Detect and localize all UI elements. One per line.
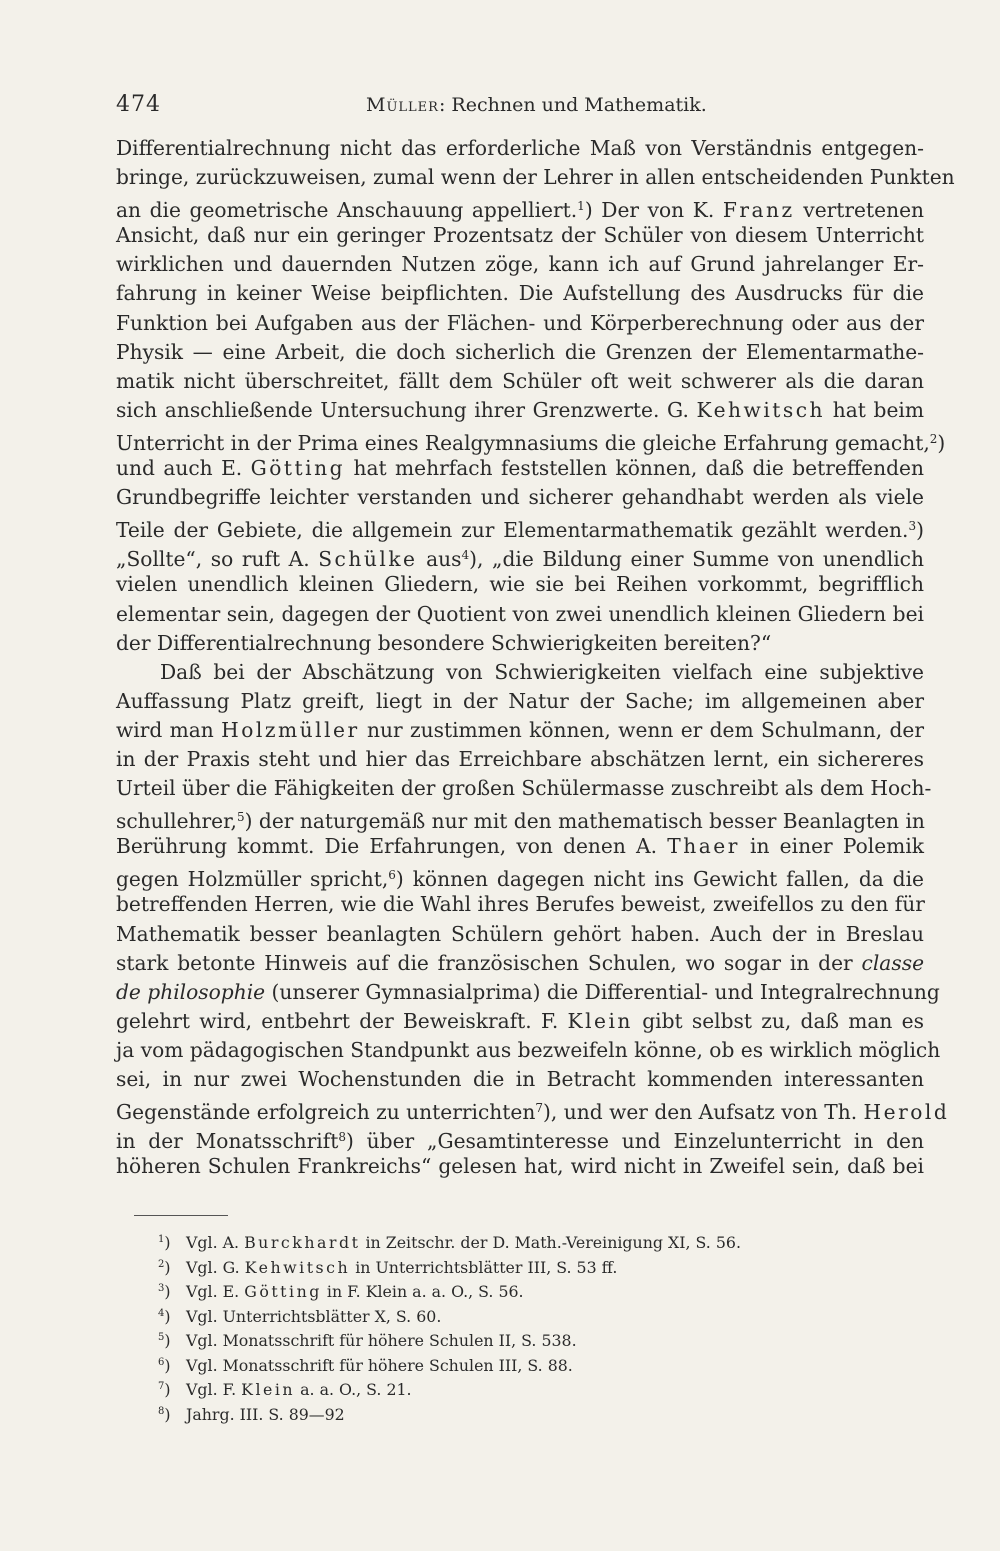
footnote-ref: 7: [535, 1101, 544, 1116]
text-line: und auch E. Götting hat mehrfach feststellen können, daß die betreffenden: [116, 456, 924, 481]
author-name: Müller: [366, 94, 439, 116]
footnote-ref: 4: [461, 548, 470, 563]
footnote-ref: 6: [388, 868, 396, 883]
text-line: Differentialrechnung nicht das erforderliche Maß von Verständnis entgegen-: [116, 136, 924, 160]
footnote-ref: 5: [236, 810, 245, 825]
text-line: wird man Holzmüller nur zustimmen können, wenn er dem Schulmann, der: [116, 717, 924, 742]
footnote-ref: 8: [338, 1130, 346, 1145]
text-line: an die geometrische Anschauung appelliert.$^1$) Der von K. Franz vertretenen: [116, 198, 925, 223]
text-line: Grundbegriffe leichter verstanden und sicherer gehandhabt werden als viele: [116, 485, 924, 510]
text-line: Teile der Gebiete, die allgemein zur Elementarmathematik gezählt werden.$^3$): [116, 518, 924, 543]
body-text: [116, 134, 955, 1181]
running-title: [366, 94, 707, 116]
text-line: Ansicht, daß nur ein geringer Prozentsatz der Schüler von diesem Unterricht: [116, 223, 924, 248]
text-line: betreffenden Herren, wie die Wahl ihres Berufes beweist, zweifellos zu den für: [116, 892, 925, 917]
text-line: Unterricht in der Prima eines Realgymnasiums die gleiche Erfahrung gemacht,$^2$): [116, 430, 946, 455]
text-line: Gegenstände erfolgreich zu unterrichten$^7$), und wer den Aufsatz von Th. Herold: [116, 1100, 950, 1125]
text-line: elementar sein, dagegen der Quotient von zwei unendlich kleinen Gliedern bei: [116, 601, 924, 626]
text-line: „Sollte“, so ruft A. Schülke aus$^4$), „die Bildung einer Summe von unendlich: [116, 547, 924, 572]
text-line: höheren Schulen Frankreichs“ gelesen hat, wird nicht in Zweifel sein, daß bei: [116, 1154, 924, 1179]
text-line: stark betonte Hinweis auf die französischen Schulen, wo sogar in der classe: [116, 950, 925, 975]
text-line: sich anschließende Untersuchung ihrer Grenzwerte. G. Kehwitsch hat beim: [116, 397, 925, 422]
running-header: [116, 92, 924, 126]
footnote: $^7$) Vgl. F. Klein a. a. O., S. 21.: [158, 1380, 412, 1399]
text-line: gelehrt wird, entbehrt der Beweiskraft. F. Klein gibt selbst zu, daß man es: [116, 1008, 924, 1033]
text-line: wirklichen und dauernden Nutzen zöge, kann ich auf Grund jahrelanger Er-: [116, 252, 924, 277]
footnote: $^8$) Jahrg. III. S. 89—92: [158, 1404, 345, 1424]
text-line: matik nicht überschreitet, fällt dem Schüler oft weit schwerer als die daran: [116, 368, 924, 393]
footnotes: [158, 1228, 858, 1424]
footnote-ref: 1: [577, 199, 585, 214]
title-separator: :: [438, 94, 446, 116]
footnote: $^6$) Vgl. Monatsschrift für höhere Schulen III, S. 88.: [158, 1355, 573, 1375]
footnote-ref: 2: [929, 431, 938, 446]
footnote-divider: [134, 1215, 228, 1216]
text-line: Auffassung Platz greift, liegt in der Natur der Sache; im allgemeinen aber: [116, 688, 924, 713]
footnote: $^2$) Vgl. G. Kehwitsch in Unterrichtsblätter III, S. 53 ff.: [158, 1257, 618, 1277]
text-line: Urteil über die Fähigkeiten der großen Schülermasse zuschreibt als dem Hoch-: [116, 776, 932, 801]
footnote: $^3$) Vgl. E. Götting in F. Klein a. a. O., S. 56.: [158, 1282, 524, 1301]
text-line: vielen unendlich kleinen Gliedern, wie sie bei Reihen vorkommt, begrifflich: [116, 572, 924, 597]
footnote: $^4$) Vgl. Unterrichtsblätter X, S. 60.: [158, 1306, 442, 1326]
footnote: $^5$) Vgl. Monatsschrift für höhere Schulen II, S. 538.: [158, 1331, 577, 1350]
text-line: de philosophie (unserer Gymnasialprima) die Differential- und Integralrechnung: [116, 979, 940, 1004]
text-line: Berührung kommt. Die Erfahrungen, von denen A. Thaer in einer Polemik: [116, 834, 925, 859]
text-line: ja vom pädagogischen Standpunkt aus bezweifeln könne, ob es wirklich möglich: [116, 1037, 941, 1062]
text-line: der Differentialrechnung besondere Schwierigkeiten bereiten?“: [116, 630, 772, 655]
text-line: fahrung in keiner Weise beipflichten. Die Aufstellung des Ausdrucks für die: [116, 281, 924, 306]
text-line: sei, in nur zwei Wochenstunden die in Betracht kommenden interessanten: [116, 1067, 924, 1091]
text-line: in der Monatsschrift$^8$) über „Gesamtinteresse und Einzelunterricht in den: [116, 1129, 924, 1154]
text-line: gegen Holzmüller spricht,$^6$) können dagegen nicht ins Gewicht fallen, da die: [116, 867, 925, 892]
text-line: schullehrer,$^5$) der naturgemäß nur mit den mathematisch besser Beanlagten in: [116, 809, 925, 834]
page-number: 474: [116, 92, 161, 117]
text-line: Daß bei der Abschätzung von Schwierigkeiten vielfach eine subjektive: [160, 659, 924, 684]
text-line: Funktion bei Aufgaben aus der Flächen- und Körperberechnung oder aus der: [116, 310, 924, 335]
text-line: Mathematik besser beanlagten Schülern gehört haben. Auch der in Breslau: [116, 921, 924, 946]
footnote-ref: 3: [908, 519, 917, 534]
text-line: Physik — eine Arbeit, die doch sicherlich die Grenzen der Elementarmathe-: [116, 339, 924, 364]
chapter-title: Rechnen und Mathematik.: [451, 94, 707, 116]
text-line: in der Praxis steht und hier das Erreichbare abschätzen lernt, ein sichereres: [116, 746, 924, 771]
footnote: $^1$) Vgl. A. Burckhardt in Zeitschr. der D. Math.-Vereinigung XI, S. 56.: [158, 1233, 741, 1252]
text-line: bringe, zurückzuweisen, zumal wenn der Lehrer in allen entscheidenden Punkten: [116, 165, 955, 190]
